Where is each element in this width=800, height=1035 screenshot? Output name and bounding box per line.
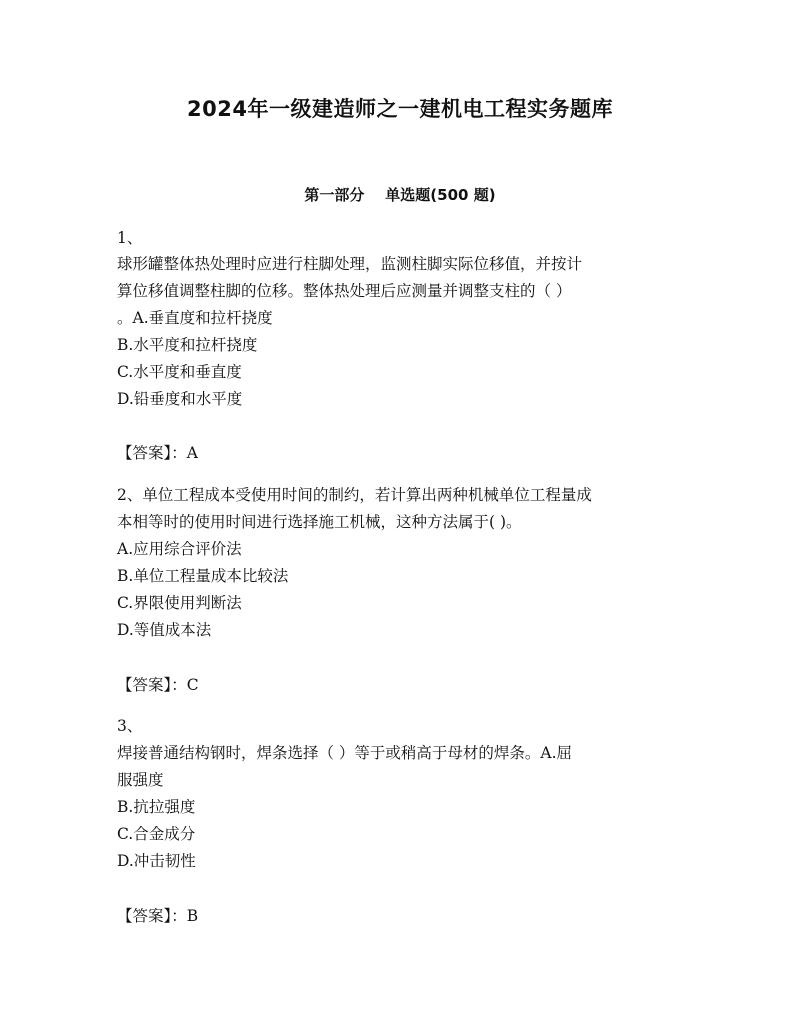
question-1-number: 1、 xyxy=(117,229,143,247)
question-2-option-b: B.单位工程量成本比较法 xyxy=(117,567,289,585)
question-1-stem-line-3: 。A.垂直度和拉杆挠度 xyxy=(117,309,273,327)
question-1-option-d: D.铅垂度和水平度 xyxy=(117,390,243,408)
question-3-option-d: D.冲击韧性 xyxy=(117,852,196,870)
question-2-answer: 【答案】：C xyxy=(117,676,199,694)
section-title: 第一部分 单选题(500 题) xyxy=(304,186,496,204)
question-2-stem-line-2: 本相等时的使用时间进行选择施工机械，这种方法属于( )。 xyxy=(117,513,522,531)
question-3-option-b: B.抗拉强度 xyxy=(117,798,196,816)
question-3-number: 3、 xyxy=(117,717,143,735)
question-3-stem-line-2: 服强度 xyxy=(117,771,164,789)
question-1-stem-line-2: 算位移值调整柱脚的位移。整体热处理后应测量并调整支柱的（ ） xyxy=(117,282,572,300)
question-2-stem-line-1: 2、单位工程成本受使用时间的制约，若计算出两种机械单位工程量成 xyxy=(117,486,592,504)
question-2-option-a: A.应用综合评价法 xyxy=(117,540,242,558)
question-1-stem-line-1: 球形罐整体热处理时应进行柱脚处理，监测柱脚实际位移值，并按计 xyxy=(117,255,583,273)
question-1-answer: 【答案】：A xyxy=(117,444,198,462)
question-3-option-c: C.合金成分 xyxy=(117,825,196,843)
question-2-option-c: C.界限使用判断法 xyxy=(117,594,242,612)
question-1-option-b: B.水平度和拉杆挠度 xyxy=(117,336,258,354)
question-2-option-d: D.等值成本法 xyxy=(117,621,212,639)
question-1-option-c: C.水平度和垂直度 xyxy=(117,363,242,381)
document-title: 2024年一级建造师之一建机电工程实务题库 xyxy=(187,97,613,121)
question-3-answer: 【答案】：B xyxy=(117,907,199,925)
question-3-stem-line-1: 焊接普通结构钢时，焊条选择（ ）等于或稍高于母材的焊条。A.屈 xyxy=(117,744,573,762)
